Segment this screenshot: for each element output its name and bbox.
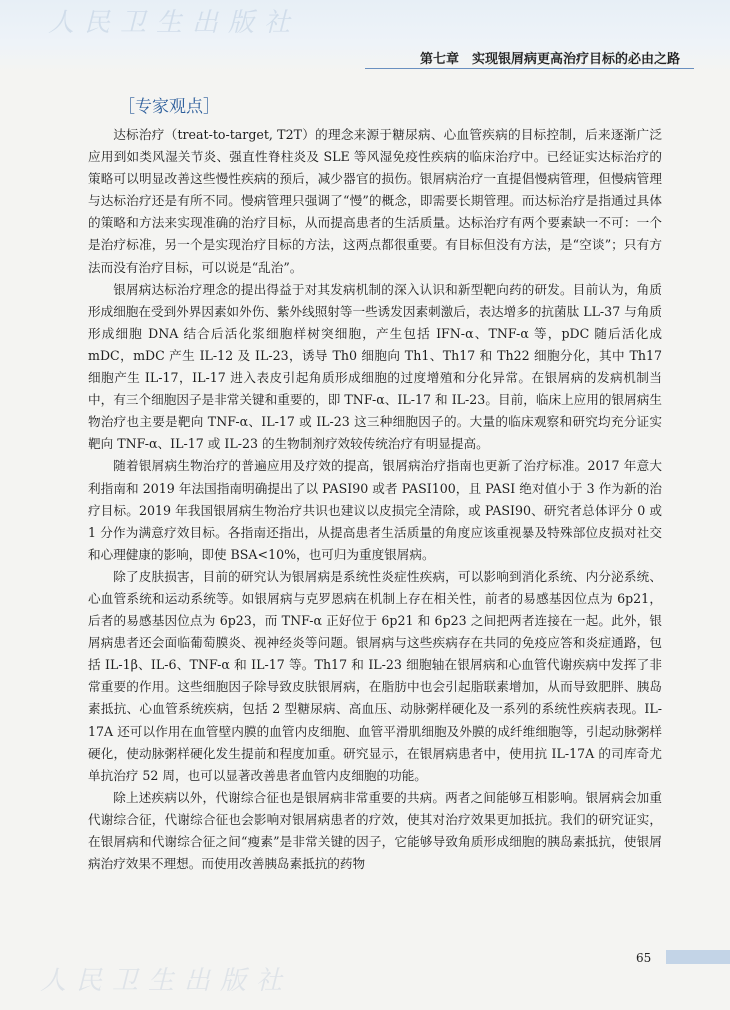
chapter-title: 第七章 实现银屑病更高治疗目标的必由之路	[419, 52, 680, 67]
publisher-watermark-bottom: 人民卫生出版社	[40, 966, 293, 996]
paragraph: 除上述疾病以外，代谢综合征也是银屑病非常重要的共病。两者之间能够互相影响。银屑病会加重代谢综合征，代谢综合征也会影响对银屑病患者的疗效，使其对治疗效果更加抵抗。我们的研究证实，在银屑病和代谢综合征之间“瘦素”是非常关键的因子，它能够导致角质形成细胞的胰岛素抵抗，使银屑病治疗效果不理想。而使用改善胰岛素抵抗的药物	[88, 789, 662, 872]
body-text	[88, 124, 662, 875]
paragraph: 银屑病达标治疗理念的提出得益于对其发病机制的深入认识和新型靶向药的研发。目前认为，角质形成细胞在受到外界因素如外伤、紫外线照射等一些诱发因素刺激后，表达增多的抗菌肽 LL-37 与角质形成细胞 DNA 结合后活化浆细胞样树突细胞，产生包括 IFN-α、TNF-α 等，pDC 随后活化成 mDC，mDC 产生 IL-12 及 IL-23，诱导 Th0 细胞向 Th1、Th17 和 Th22 细胞分化，其中 Th17 细胞产生 IL-17，IL-17 进入表皮引起角质形成细胞的过度增殖和分化异常。在银屑病的发病机制当中，有三个细胞因子是非常关键和重要的，即 TNF-α、IL-17 和 IL-23。目前，临床上应用的银屑病生物治疗也主要是靶向 TNF-α、IL-17 或 IL-23 这三种细胞因子的。大量的临床观察和研究均充分证实靶向 TNF-α、IL-17 或 IL-23 的生物制剂疗效较传统治疗有明显提高。	[88, 281, 662, 452]
paragraph: 除了皮肤损害，目前的研究认为银屑病是系统性炎症性疾病，可以影响到消化系统、内分泌系统、心血管系统和运动系统等。如银屑病与克罗恩病在机制上存在相关性，前者的易感基因位点为 6p21，后者的易感基因位点为 6p23，而 TNF-α 正好位于 6p21 和 6p23 之间把两者连接在一起。此外，银屑病患者还会面临葡萄膜炎、视神经炎等问题。银屑病与这些疾病存在共同的免疫应答和炎症通路，包括 IL-1β、IL-6、TNF-α 和 IL-17 等。Th17 和 IL-23 细胞轴在银屑病和心血管代谢疾病中发挥了非常重要的作用。这些细胞因子除导致皮肤银屑病，在脂肪中也会引起脂联素增加，从而导致肥胖、胰岛素抵抗、心血管系统疾病，包括 2 型糖尿病、高血压、动脉粥样硬化及一系列的系统性疾病表现。IL-17A 还可以作用在血管壁内膜的血管内皮细胞、血管平滑肌细胞及外膜的成纤维细胞等，引起动脉粥样硬化，使动脉粥样硬化发生提前和程度加重。研究显示，在银屑病患者中，使用抗 IL-17A 的司库奇尤单抗治疗 52 周，也可以显著改善患者血管内皮细胞的功能。	[88, 568, 662, 783]
paragraph: 达标治疗（treat-to-target, T2T）的理念来源于糖尿病、心血管疾病的目标控制，后来逐渐广泛应用到如类风湿关节炎、强直性脊柱炎及 SLE 等风湿免疫性疾病的临床治疗中。已经证实达标治疗的策略可以明显改善这些慢性疾病的预后，减少器官的损伤。银屑病治疗一直提倡慢病管理，但慢病管理与达标治疗还是有所不同。慢病管理只强调了“慢”的概念，即需要长期管理。而达标治疗是指通过具体的策略和方法来实现准确的治疗目标，从而提高患者的生活质量。达标治疗有两个要素缺一不可：一个是治疗标准，另一个是实现治疗目标的方法，这两点都很重要。有目标但没有方法，是“空谈”；只有方法而没有治疗目标，可以说是“乱治”。	[88, 127, 662, 275]
paragraph: 随着银屑病生物治疗的普遍应用及疗效的提高，银屑病治疗指南也更新了治疗标准。2017 年意大利指南和 2019 年法国指南明确提出了以 PASI90 或者 PASI100，且 PASI 绝对值小于 3 作为新的治疗目标。2019 年我国银屑病生物治疗共识也建议以皮损完全清除，或 PASI90、研究者总体评分 0 或 1 分作为满意疗效目标。各指南还指出，从提高患者生活质量的角度应该重视暴及特殊部位皮损对社交和心理健康的影响，即使 BSA<10%，也可归为重度银屑病。	[88, 458, 662, 562]
publisher-watermark: 人民卫生出版社	[48, 8, 301, 38]
header-divider	[365, 68, 694, 69]
page-number: 65	[636, 951, 652, 965]
footer-band	[666, 950, 730, 964]
section-label: ［专家观点］	[118, 97, 220, 117]
